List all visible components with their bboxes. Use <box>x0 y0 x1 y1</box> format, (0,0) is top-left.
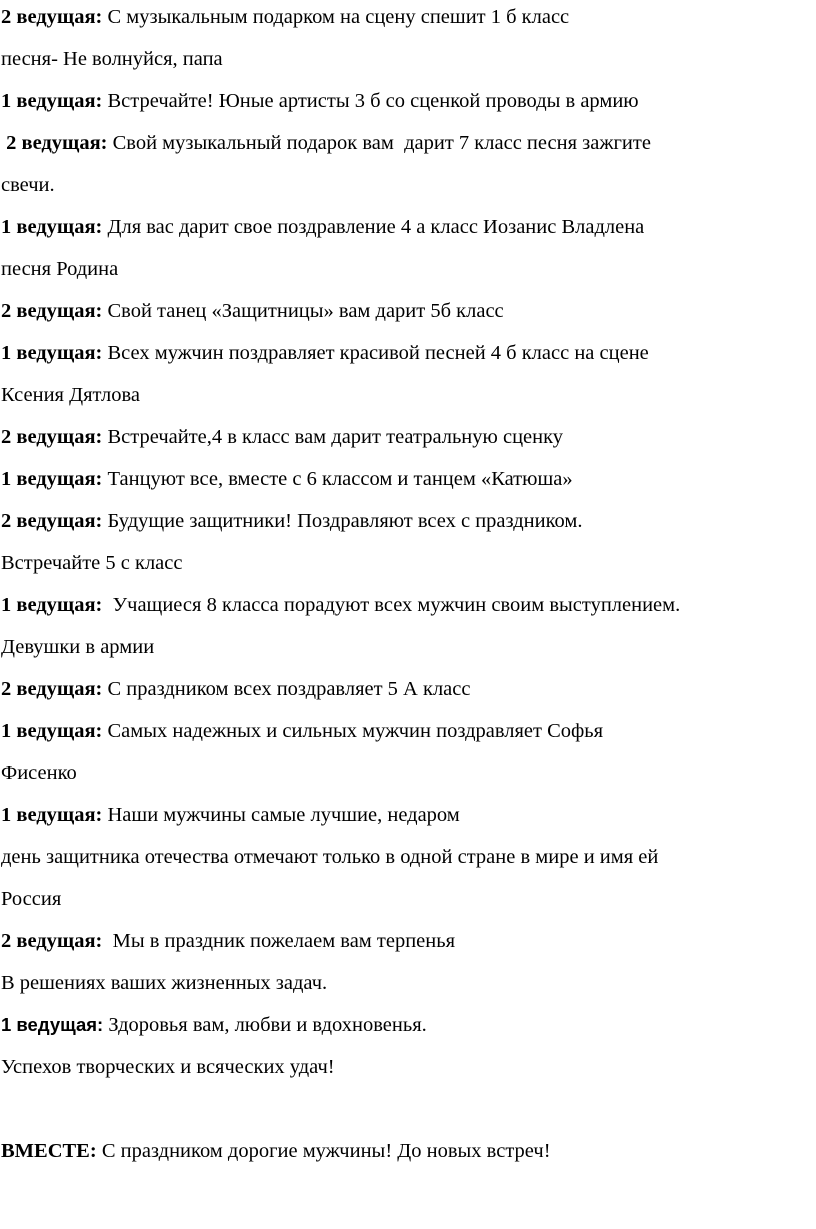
line-text: Танцуют все, вместе с 6 классом и танцем «Катюша» <box>102 468 573 490</box>
script-line <box>1 928 455 954</box>
line-text: день защитника отечества отмечают только в одной стране в мире и имя ей <box>1 846 659 868</box>
script-line <box>1 382 140 408</box>
script-line <box>1 508 583 534</box>
speaker-label: 2 ведущая: <box>1 930 103 952</box>
line-text: В решениях ваших жизненных задач. <box>1 972 328 994</box>
script-line <box>1 424 563 450</box>
script-line <box>1 1138 551 1164</box>
line-text: Всех мужчин поздравляет красивой песней 4 б класс на сцене <box>102 342 649 364</box>
line-text: Наши мужчины самые лучшие, недаром <box>102 804 460 826</box>
line-text: Самых надежных и сильных мужчин поздравляет Софья <box>102 720 604 742</box>
line-text: Учащиеся 8 класса порадуют всех мужчин своим выступлением. <box>102 594 681 616</box>
speaker-label: 1 ведущая: <box>1 1014 104 1035</box>
speaker-label: 2 ведущая: <box>1 300 103 322</box>
script-line <box>1 718 603 744</box>
script-line <box>1 634 154 660</box>
speaker-label: 1 ведущая: <box>1 90 103 112</box>
line-text: С праздником всех поздравляет 5 А класс <box>102 678 471 700</box>
script-line <box>1 676 470 702</box>
line-text: Встречайте,4 в класс вам дарит театральную сценку <box>102 426 564 448</box>
line-text: Успехов творческих и всяческих удач! <box>1 1056 335 1078</box>
script-line <box>1 298 504 324</box>
script-line <box>1 886 61 912</box>
speaker-label: 2 ведущая: <box>1 6 103 28</box>
script-line <box>1 46 223 72</box>
script-line <box>1 466 573 492</box>
line-text: Для вас дарит свое поздравление 4 а класс Иозанис Владлена <box>102 216 645 238</box>
line-text: Фисенко <box>1 762 77 784</box>
script-line <box>1 592 680 618</box>
script-line <box>1 844 658 870</box>
line-text: С музыкальным подарком на сцену спешит 1 б класс <box>102 6 570 28</box>
line-text: С праздником дорогие мужчины! До новых встреч! <box>96 1140 551 1162</box>
line-text: Встречайте 5 с класс <box>1 552 183 574</box>
line-text: Здоровья вам, любви и вдохновенья. <box>103 1014 427 1036</box>
script-line <box>1 802 460 828</box>
script-line <box>1 88 639 114</box>
speaker-label: 2 ведущая: <box>1 426 103 448</box>
line-text: свечи. <box>1 174 55 196</box>
line-text: песня- Не волнуйся, папа <box>1 48 223 70</box>
speaker-label: 2 ведущая: <box>1 510 103 532</box>
script-line <box>1 1012 427 1038</box>
line-text: Встречайте! Юные артисты 3 б со сценкой проводы в армию <box>102 90 639 112</box>
line-text: Свой музыкальный подарок вам дарит 7 класс песня зажгите <box>107 132 651 154</box>
line-text: Будущие защитники! Поздравляют всех с праздником. <box>102 510 583 532</box>
line-text: Девушки в армии <box>1 636 155 658</box>
script-line <box>1 172 55 198</box>
speaker-label: 1 ведущая: <box>1 720 103 742</box>
script-line <box>1 130 651 156</box>
script-line <box>1 4 569 30</box>
speaker-label: 1 ведущая: <box>1 594 103 616</box>
line-text: Россия <box>1 888 62 910</box>
script-line <box>1 214 644 240</box>
line-text: Ксения Дятлова <box>1 384 140 406</box>
script-line <box>1 340 649 366</box>
script-line <box>1 1054 335 1080</box>
line-text: песня Родина <box>1 258 119 280</box>
speaker-label: 1 ведущая: <box>1 804 103 826</box>
script-line <box>1 760 77 786</box>
line-text: Мы в праздник пожелаем вам терпенья <box>102 930 456 952</box>
script-line <box>1 256 118 282</box>
speaker-label: 2 ведущая: <box>1 678 103 700</box>
speaker-label: 2 ведущая: <box>1 132 108 154</box>
speaker-label: 1 ведущая: <box>1 342 103 364</box>
script-line <box>1 970 327 996</box>
speaker-label: ВМЕСТЕ: <box>1 1140 97 1162</box>
line-text: Свой танец «Защитницы» вам дарит 5б класс <box>102 300 504 322</box>
script-line <box>1 550 182 576</box>
speaker-label: 1 ведущая: <box>1 216 103 238</box>
speaker-label: 1 ведущая: <box>1 468 103 490</box>
